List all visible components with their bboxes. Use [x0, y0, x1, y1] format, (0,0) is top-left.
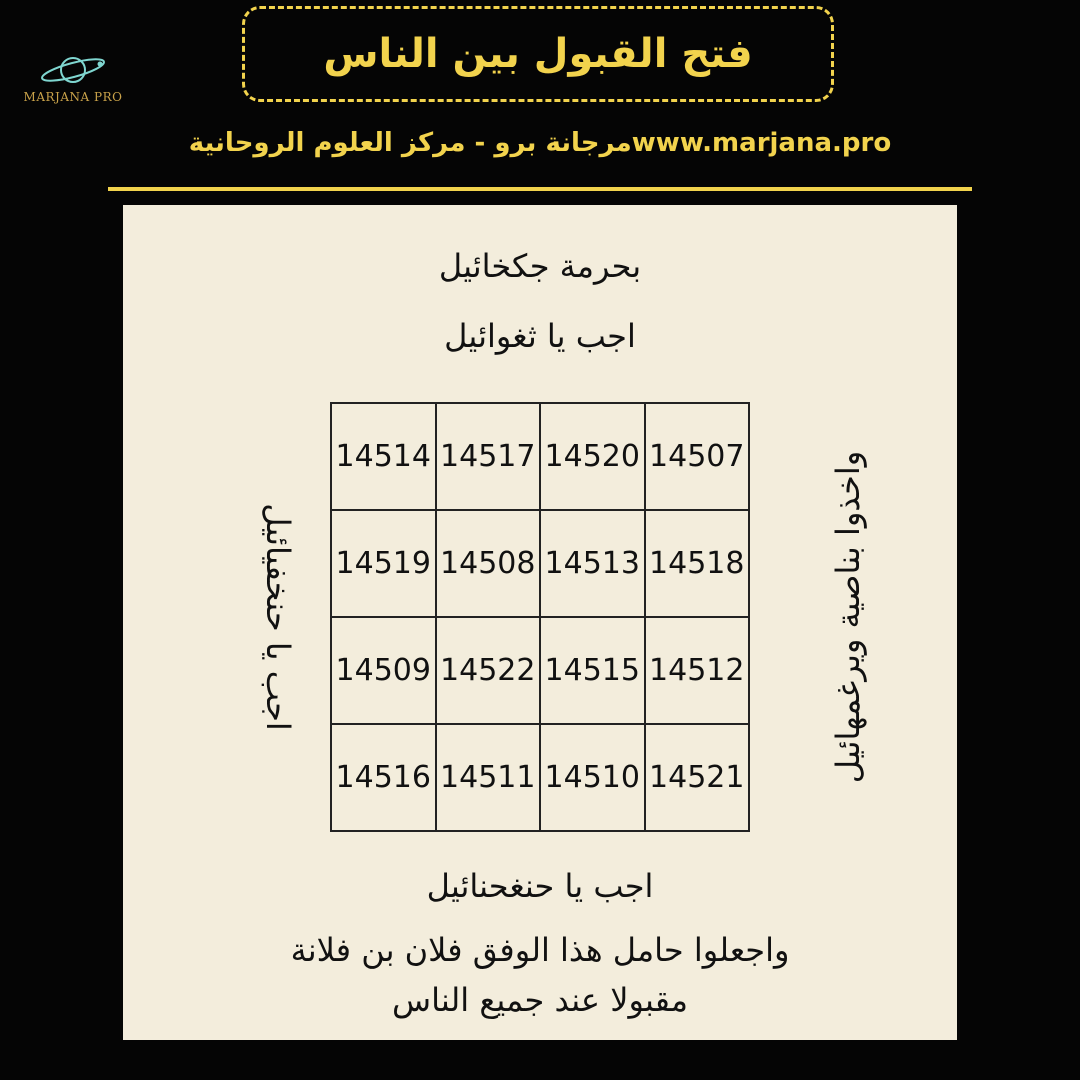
grid-cell: 14512 [645, 617, 750, 724]
grid-cell: 14510 [540, 724, 645, 831]
grid-cell: 14508 [436, 510, 541, 617]
top-line-2: اجب يا ثغوائيل [444, 317, 636, 355]
bottom-line-1: اجب يا حنغحنائيل [426, 867, 654, 905]
grid-cell: 14516 [331, 724, 436, 831]
grid-row [331, 617, 749, 724]
right-vertical-text: واخذوا بناصية ويرغمهائيل [829, 450, 867, 784]
grid-cell: 14507 [645, 403, 750, 510]
grid-row [331, 403, 749, 510]
divider [108, 187, 972, 191]
grid-row [331, 724, 749, 831]
subtitle: مرجانة برو - مركز العلوم الروحانيةwww.marjana.pro [188, 128, 892, 158]
grid-cell: 14515 [540, 617, 645, 724]
left-vertical-text: اجب يا حنخفيائيل [259, 503, 297, 731]
grid-cell: 14521 [645, 724, 750, 831]
page-title: فتح القبول بين الناس [323, 31, 753, 77]
title-box [242, 6, 834, 102]
bottom-line-3: مقبولا عند جميع الناس [392, 981, 688, 1019]
talisman-panel [123, 205, 957, 1040]
grid-cell: 14517 [436, 403, 541, 510]
bottom-line-2: واجعلوا حامل هذا الوفق فلان بن فلانة [290, 931, 790, 969]
magic-square-grid [330, 402, 750, 832]
grid-cell: 14511 [436, 724, 541, 831]
grid-cell: 14518 [645, 510, 750, 617]
brand-logo [18, 50, 128, 110]
grid-row [331, 510, 749, 617]
grid-cell: 14513 [540, 510, 645, 617]
grid-cell: 14520 [540, 403, 645, 510]
grid-cell: 14514 [331, 403, 436, 510]
top-line-1: بحرمة جكخائيل [438, 247, 642, 285]
logo-text: MARJANA PRO [23, 90, 123, 104]
grid-cell: 14522 [436, 617, 541, 724]
planet-orbit-icon [38, 50, 108, 90]
grid-cell: 14519 [331, 510, 436, 617]
grid-cell: 14509 [331, 617, 436, 724]
